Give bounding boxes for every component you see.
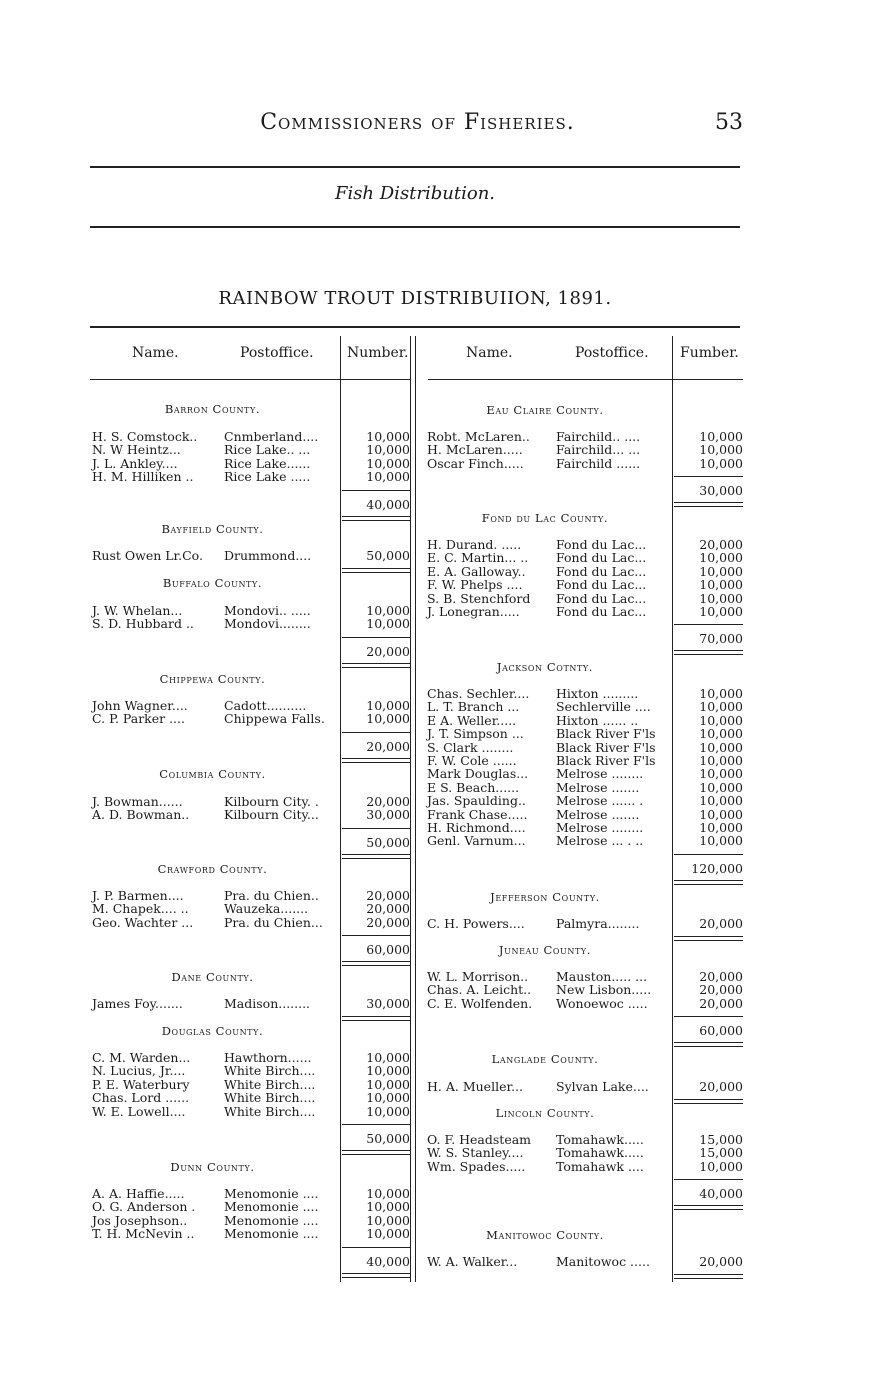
county-heading: Chippewa County. [159,672,266,686]
sum-rule [342,935,410,936]
number-cell: 10,000 [699,820,743,835]
name-cell: O. F. Headsteam [427,1132,532,1147]
table-top-rule [90,326,740,328]
table-row [427,1133,743,1146]
postoffice-cell: Cadott.......... [224,698,307,713]
total-double-rule [674,880,743,885]
number-cell: 10,000 [366,698,410,713]
number-cell: 10,000 [699,739,743,755]
sum-rule [674,854,743,855]
postoffice-cell: Fond du Lac... [556,550,647,566]
section-rule [90,226,740,228]
sum-rule [674,624,743,625]
number-cell: 10,000 [699,550,743,566]
table-row [92,795,410,808]
name-cell: E S. Beach...... [427,779,520,795]
table-row [427,794,743,807]
table-row [92,1051,410,1064]
number-cell: 10,000 [366,455,410,471]
total-double-rule [342,1150,410,1155]
right-header-rule [428,379,743,380]
postoffice-cell: Manitowoc ..... [556,1254,650,1269]
number-cell: 20,000 [699,982,743,998]
number-cell: 20,000 [699,1079,743,1094]
table-row [427,808,743,821]
number-cell: 10,000 [366,1226,410,1242]
number-cell: 10,000 [699,1158,743,1174]
name-cell: H. S. Comstock.. [92,429,198,444]
total-double-rule [342,663,410,668]
table-row [92,1214,410,1227]
name-cell: Oscar Finch..... [427,455,524,471]
number-cell: 10,000 [699,833,743,849]
name-cell: M. Chapek.... .. [92,901,189,917]
postoffice-cell: Hawthorn...... [224,1050,312,1065]
table-row [427,834,743,847]
postoffice-cell: Pra. du Chien.. [224,888,319,903]
total-double-rule [342,961,410,966]
number-cell: 10,000 [366,616,410,632]
number-cell: 10,000 [366,1050,410,1065]
number-cell: 10,000 [366,1063,410,1079]
number-cell: 10,000 [699,686,743,701]
table-row [92,604,410,617]
postoffice-cell: Fond du Lac... [556,577,647,593]
name-cell: W. A. Walker... [427,1254,518,1269]
number-cell: 10,000 [699,806,743,822]
postoffice-cell: Melrose ....... [556,779,640,795]
number-cell: 20,000 [366,888,410,903]
number-cell: 10,000 [699,429,743,444]
name-cell: E A. Weller..... [427,712,517,728]
name-cell: N. Lucius, Jr.... [92,1063,186,1079]
name-cell: Mark Douglas... [427,766,529,782]
number-cell: 10,000 [699,753,743,768]
table-row [427,538,743,551]
postoffice-cell: Pra. du Chien... [224,914,323,930]
table-row [427,714,743,727]
name-cell: H. A. Mueller... [427,1079,523,1094]
table-row [427,687,743,700]
sum-rule [342,637,410,638]
name-cell: John Wagner.... [92,698,188,713]
table-row [92,1064,410,1077]
name-cell: J. Lonegran..... [427,604,520,619]
county-total: 60,000 [699,1023,743,1039]
table-row [427,781,743,794]
table-row [92,1200,410,1213]
total-double-rule [342,854,410,859]
postoffice-cell: Rice Lake.. ... [224,442,311,458]
table-row [427,443,743,456]
postoffice-cell: Melrose ...... . [556,793,644,809]
county-heading: Langlade County. [491,1052,599,1066]
name-cell: S. D. Hubbard .. [92,616,194,632]
postoffice-cell: Fond du Lac... [556,590,647,606]
name-cell: C. P. Parker .... [92,711,185,727]
table-row [427,970,743,983]
number-cell: 15,000 [699,1132,743,1147]
name-cell: W. E. Lowell.... [92,1103,186,1119]
county-total: 50,000 [366,1131,410,1146]
number-cell: 10,000 [699,699,743,715]
postoffice-cell: Melrose ... . .. [556,833,644,849]
total-double-rule [674,1099,743,1104]
table-row [427,741,743,754]
table-row [427,700,743,713]
county-total: 50,000 [366,834,410,850]
header-rule [90,166,740,168]
table-row [427,565,743,578]
right-number-header: Fumber. [680,345,739,361]
name-cell: C. M. Warden... [92,1050,191,1065]
section-title: Fish Distribution. [334,183,496,204]
left-name-header: Name. [132,345,179,361]
table-row [427,1255,743,1268]
running-title: Commissioners of Fisheries. [260,110,575,135]
postoffice-cell: Rice Lake...... [224,455,311,471]
name-cell: A. D. Bowman.. [92,807,190,823]
sum-rule [342,1124,410,1125]
number-cell: 10,000 [366,429,410,444]
postoffice-cell: Mauston..... ... [556,969,648,984]
number-cell: 20,000 [699,537,743,552]
number-cell: 10,000 [699,779,743,795]
name-cell: L. T. Branch ... [427,699,520,715]
table-row [92,997,410,1010]
postoffice-cell: Black River F'ls [556,739,656,755]
number-cell: 20,000 [699,969,743,984]
postoffice-cell: White Birch.... [224,1076,316,1092]
postoffice-cell: Sechlerville .... [556,699,651,715]
postoffice-cell: Wauzeka....... [224,901,309,917]
table-title: RAINBOW TROUT DISTRIBUIION, 1891. [218,288,612,309]
name-cell: J. L. Ankley.... [92,455,178,471]
county-total: 120,000 [691,860,743,876]
right-name-header: Name. [466,345,513,361]
page-number: 53 [715,110,743,135]
table-row [92,443,410,456]
county-heading: Dane County. [171,970,254,984]
sum-rule [342,828,410,829]
number-cell: 20,000 [699,1254,743,1269]
postoffice-cell: Menomonie .... [224,1212,319,1228]
name-cell: Wm. Spades..... [427,1158,526,1174]
table-row [427,1146,743,1159]
table-row [92,712,410,725]
name-cell: J. W. Whelan... [92,603,183,618]
postoffice-cell: Menomonie .... [224,1199,319,1215]
name-cell: A. A. Haffie..... [92,1186,185,1201]
postoffice-cell: Fond du Lac... [556,563,647,579]
number-cell: 10,000 [699,442,743,458]
name-cell: Jas. Spaulding.. [427,793,526,809]
postoffice-cell: Menomonie .... [224,1226,319,1242]
county-total: 40,000 [366,496,410,512]
table-row [92,699,410,712]
name-cell: Chas. Lord ...... [92,1090,190,1106]
county-heading: Crawford County. [157,862,268,876]
total-double-rule [342,568,410,573]
county-heading: Juneau County. [498,943,592,957]
name-cell: Jos Josephson.. [92,1212,188,1228]
number-cell: 10,000 [699,563,743,579]
number-cell: 10,000 [699,577,743,593]
sum-rule [342,1247,410,1248]
total-double-rule [674,1042,743,1047]
sum-rule [674,1016,743,1017]
postoffice-cell: Wonoewoc ..... [556,995,648,1011]
name-cell: F. W. Phelps .... [427,577,523,593]
county-heading: Jackson Cotnty. [496,660,594,674]
table-row [427,767,743,780]
county-heading: Douglas County. [161,1024,264,1038]
right-postoffice-header: Postoffice. [575,345,649,361]
total-double-rule [342,516,410,521]
name-cell: Chas. Sechler.... [427,686,530,701]
table-row [92,1105,410,1118]
postoffice-cell: Melrose ........ [556,820,644,835]
table-row [427,754,743,767]
number-cell: 20,000 [366,914,410,930]
total-double-rule [674,1274,743,1279]
name-cell: J. P. Barmen.... [92,888,184,903]
postoffice-cell: New Lisbon..... [556,982,652,998]
name-cell: C. E. Wolfenden. [427,995,533,1011]
name-cell: S. Clark ........ [427,739,514,755]
postoffice-cell: Menomonie .... [224,1186,319,1201]
postoffice-cell: White Birch.... [224,1090,316,1106]
table-row [427,1080,743,1093]
table-row [92,430,410,443]
postoffice-cell: Fairchild... ... [556,442,641,458]
county-heading: Barron County. [164,402,261,416]
name-cell: N. W Heintz... [92,442,181,458]
center-rule-b [415,336,416,1282]
table-row [427,727,743,740]
table-row [92,617,410,630]
county-heading: Bayfield County. [161,522,264,536]
table-row [427,578,743,591]
postoffice-cell: Fond du Lac... [556,537,647,552]
postoffice-cell: Sylvan Lake.... [556,1079,649,1094]
name-cell: H. Richmond.... [427,820,526,835]
name-cell: P. E. Waterbury [92,1076,190,1092]
county-total: 20,000 [366,738,410,754]
table-row [92,1187,410,1200]
sum-rule [342,490,410,491]
name-cell: Geo. Wachter ... [92,914,194,930]
table-row [92,1227,410,1240]
postoffice-cell: Black River F'ls [556,753,656,768]
table-row [427,430,743,443]
table-row [92,1078,410,1091]
table-row [427,457,743,470]
name-cell: H. Durand. ..... [427,537,522,552]
number-cell: 30,000 [366,996,410,1011]
number-cell: 10,000 [366,1090,410,1106]
table-row [427,917,743,930]
left-header-rule [90,379,410,380]
name-cell: E. C. Martin... .. [427,550,529,566]
county-total: 30,000 [699,483,743,499]
total-double-rule [342,1273,410,1278]
page-header [90,108,745,140]
postoffice-cell: Cnmberland.... [224,429,319,444]
name-cell: Robt. McLaren.. [427,429,530,444]
total-double-rule [674,1205,743,1210]
left-postoffice-header: Postoffice. [240,345,314,361]
number-cell: 10,000 [366,1076,410,1092]
postoffice-cell: Fairchild ...... [556,455,641,471]
postoffice-cell: Chippewa Falls. [224,711,325,727]
number-cell: 10,000 [366,603,410,618]
table-row [92,457,410,470]
postoffice-cell: Melrose ....... [556,806,640,822]
county-heading: Buffalo County. [162,576,263,590]
name-cell: E. A. Galloway.. [427,563,526,579]
postoffice-cell: Black River F'ls [556,726,656,742]
name-cell: Rust Owen Lr.Co. [92,548,203,563]
postoffice-cell: White Birch.... [224,1063,316,1079]
number-cell: 20,000 [699,916,743,931]
name-cell: Chas. A. Leicht.. [427,982,532,998]
name-cell: J. T. Simpson ... [427,726,524,742]
name-cell: W. L. Morrison.. [427,969,529,984]
number-cell: 10,000 [699,604,743,619]
postoffice-cell: Hixton ...... .. [556,712,639,728]
table-row [92,916,410,929]
left-number-header: Number. [347,345,409,361]
number-cell: 10,000 [366,1103,410,1119]
postoffice-cell: Tomahawk .... [556,1158,644,1174]
postoffice-cell: Mondovi.. ..... [224,603,311,618]
name-cell: O. G. Anderson . [92,1199,196,1215]
name-cell: James Foy....... [92,996,183,1011]
center-rule-a [410,336,411,1282]
postoffice-cell: Tomahawk..... [556,1132,644,1147]
number-cell: 50,000 [366,548,410,563]
postoffice-cell: Kilbourn City... [224,807,319,823]
name-cell: H. M. Hilliken .. [92,469,194,485]
sum-rule [674,1179,743,1180]
name-cell: Frank Chase..... [427,806,528,822]
number-cell: 10,000 [699,766,743,782]
total-double-rule [674,936,743,941]
postoffice-cell: Kilbourn City. . [224,794,319,809]
postoffice-cell: Mondovi........ [224,616,311,632]
number-cell: 10,000 [366,1199,410,1215]
name-cell: H. McLaren..... [427,442,523,458]
number-cell: 20,000 [366,794,410,809]
county-total: 70,000 [699,631,743,647]
number-cell: 10,000 [699,712,743,728]
postoffice-cell: Madison........ [224,996,311,1011]
table-row [427,605,743,618]
county-total: 40,000 [699,1186,743,1202]
sum-rule [342,732,410,733]
number-cell: 30,000 [366,807,410,823]
total-double-rule [342,1016,410,1021]
name-cell: W. S. Stanley.... [427,1145,524,1161]
number-cell: 10,000 [366,711,410,727]
postoffice-cell: Hixton ......... [556,686,639,701]
table-row [427,997,743,1010]
postoffice-cell: Drummond.... [224,548,312,563]
name-cell: Genl. Varnum... [427,833,526,849]
name-cell: F. W. Cole ...... [427,753,517,768]
postoffice-cell: White Birch.... [224,1103,316,1119]
county-heading: Dunn County. [170,1160,255,1174]
county-heading: Manitowoc County. [486,1228,604,1242]
total-double-rule [674,502,743,507]
name-cell: C. H. Powers.... [427,916,525,931]
county-total: 40,000 [366,1253,410,1269]
table-row [427,821,743,834]
number-cell: 20,000 [699,995,743,1011]
number-cell: 20,000 [366,901,410,917]
table-row [427,551,743,564]
number-cell: 10,000 [699,793,743,809]
county-heading: Jefferson County. [490,890,600,904]
table-row [92,1091,410,1104]
sum-rule [674,476,743,477]
number-cell: 10,000 [366,1186,410,1201]
county-heading: Lincoln County. [495,1106,595,1120]
county-heading: Eau Claire County. [486,403,604,417]
postoffice-cell: Fond du Lac... [556,604,647,619]
table-row [92,808,410,821]
table-row [427,983,743,996]
postoffice-cell: Tomahawk..... [556,1145,644,1161]
county-heading: Columbia County. [159,767,266,781]
name-cell: J. Bowman...... [92,794,183,809]
number-cell: 10,000 [366,442,410,458]
number-cell: 10,000 [699,455,743,471]
total-double-rule [342,758,410,763]
postoffice-cell: Palmyra........ [556,916,640,931]
postoffice-cell: Melrose ........ [556,766,644,782]
number-cell: 10,000 [366,1212,410,1228]
number-cell: 10,000 [366,469,410,485]
postoffice-cell: Rice Lake ..... [224,469,311,485]
postoffice-cell: Fairchild.. .... [556,429,641,444]
table-row [427,592,743,605]
county-heading: Fond du Lac County. [481,511,609,525]
total-double-rule [674,650,743,655]
number-cell: 10,000 [699,726,743,742]
table-row [92,470,410,483]
number-cell: 10,000 [699,590,743,606]
number-cell: 15,000 [699,1145,743,1161]
county-total: 60,000 [366,942,410,958]
table-row [427,1160,743,1173]
table-row [92,549,410,562]
name-cell: S. B. Stenchford [427,590,531,606]
table-row [92,902,410,915]
name-cell: T. H. McNevin .. [92,1226,195,1242]
county-total: 20,000 [366,643,410,659]
table-row [92,889,410,902]
